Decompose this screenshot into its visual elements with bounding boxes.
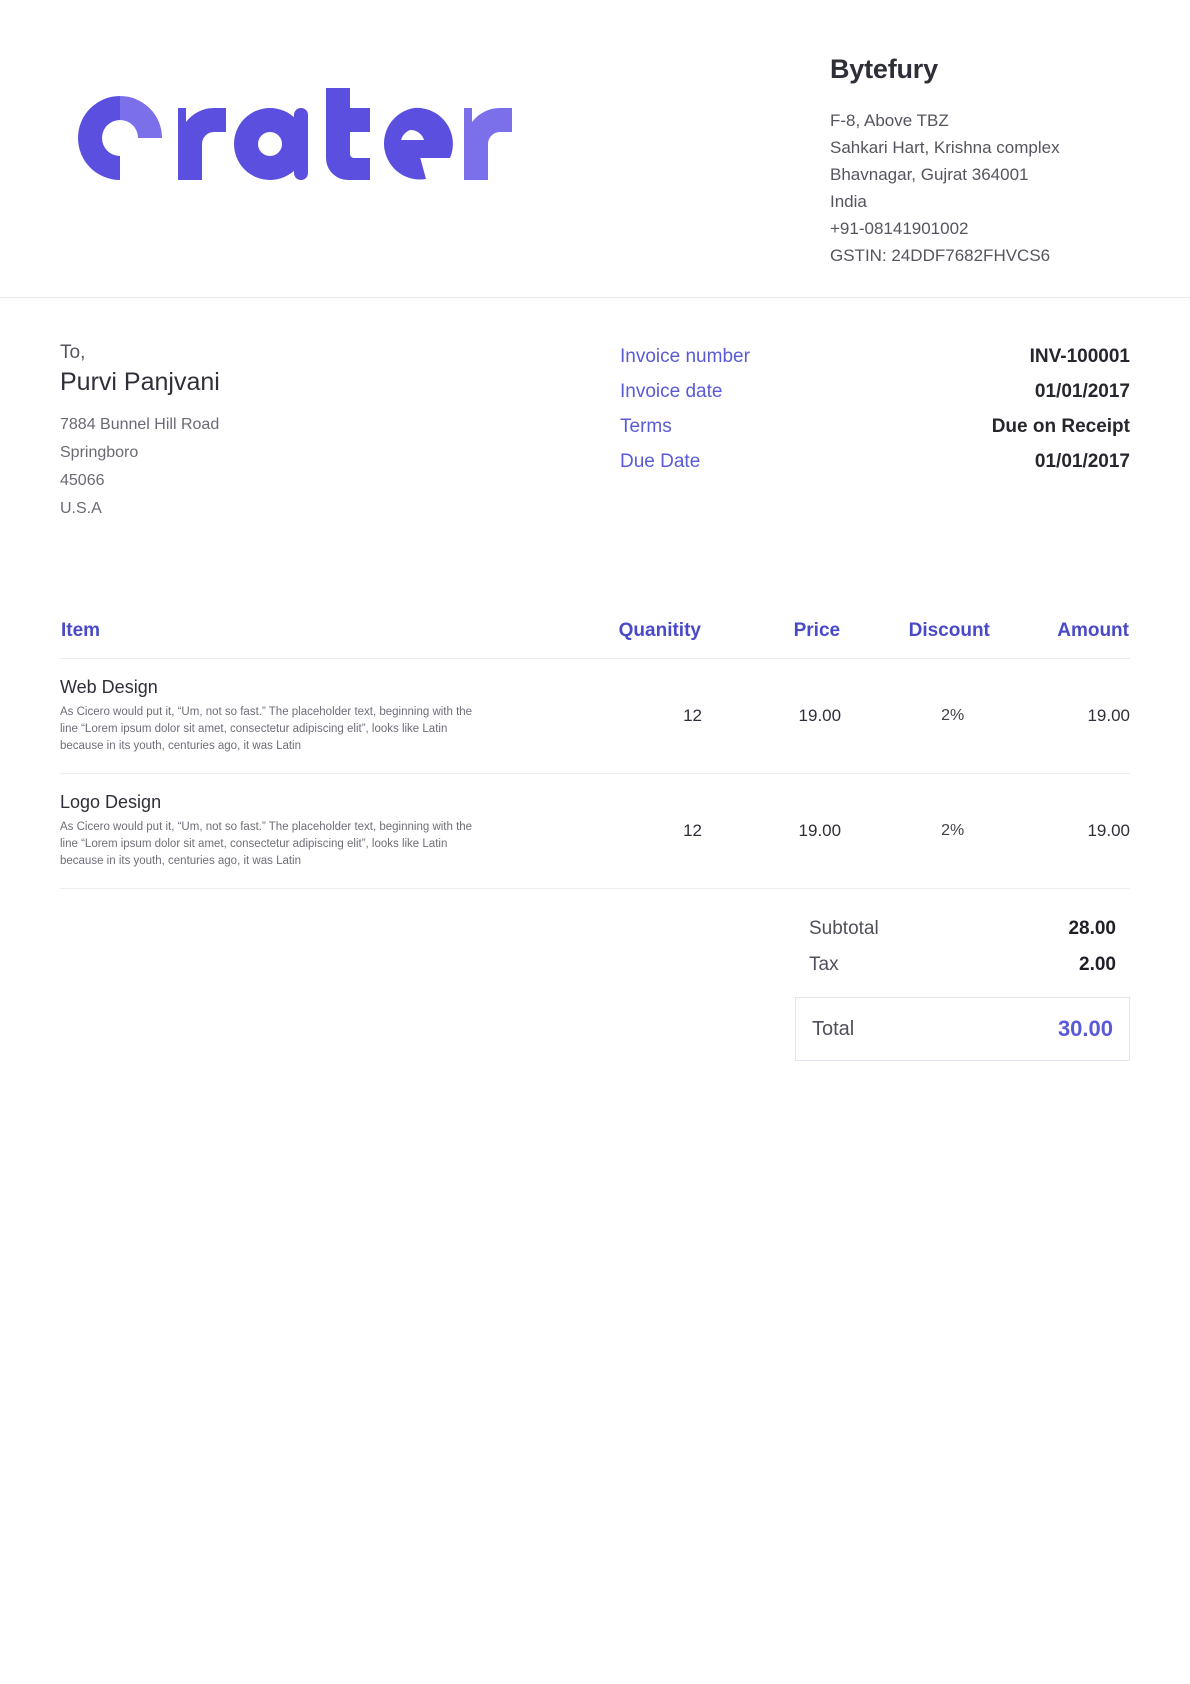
tax-label: Tax xyxy=(809,954,839,975)
company-address-line: F-8, Above TBZ xyxy=(830,111,949,130)
client-address-line: 7884 Bunnel Hill Road xyxy=(60,416,220,433)
meta-value: 01/01/2017 xyxy=(1034,381,1130,402)
company-name: Bytefury xyxy=(830,54,938,84)
meta-value: INV-100001 xyxy=(1029,346,1130,367)
item-description: As Cicero would put it, “Um, not so fast.” The placeholder text, beginning with the line “Lorem ipsum dolor sit amet, consectetur adipiscing elit”, looks like Latin because in its youth, centuries ago, it was Latin xyxy=(60,706,473,752)
item-price: 19.00 xyxy=(702,659,841,774)
meta-label: Invoice date xyxy=(620,381,723,402)
item-quantity: 12 xyxy=(552,659,702,774)
table-header-row xyxy=(60,619,1130,659)
company-address-line: Sahkari Hart, Krishna complex xyxy=(830,138,1060,157)
item-price: 19.00 xyxy=(702,774,841,889)
client-address-line: U.S.A xyxy=(60,500,102,517)
item-discount: 2% xyxy=(841,659,991,774)
client-name: Purvi Panjvani xyxy=(60,368,220,396)
column-header-amount: Amount xyxy=(1057,620,1129,641)
item-name: Logo Design xyxy=(60,792,162,812)
invoice-header xyxy=(0,0,1190,298)
client-address-line: 45066 xyxy=(60,472,105,489)
item-quantity: 12 xyxy=(552,774,702,889)
table-row xyxy=(60,659,1130,774)
subtotal-label: Subtotal xyxy=(809,918,879,939)
to-label: To, xyxy=(60,342,86,363)
bill-to-block xyxy=(60,342,620,523)
brand-logo xyxy=(60,40,514,188)
item-cell xyxy=(60,659,552,774)
grand-total-row xyxy=(795,997,1130,1061)
item-discount: 2% xyxy=(841,774,991,889)
item-name: Web Design xyxy=(60,677,158,697)
meta-value: Due on Receipt xyxy=(991,416,1130,437)
meta-row-due-date xyxy=(620,451,1130,473)
subtotal-value: 28.00 xyxy=(1068,918,1116,939)
line-items-table xyxy=(60,619,1130,889)
grand-total-value: 30.00 xyxy=(1057,1016,1113,1041)
column-header-price: Price xyxy=(793,620,841,641)
meta-label: Invoice number xyxy=(620,346,750,367)
item-amount: 19.00 xyxy=(991,774,1130,889)
table-row xyxy=(60,774,1130,889)
company-info xyxy=(830,40,1130,269)
totals-block xyxy=(795,911,1130,1061)
totals-section xyxy=(0,911,1190,1061)
invoice-meta xyxy=(620,342,1130,523)
line-items-section xyxy=(0,523,1190,889)
meta-row-invoice-number xyxy=(620,346,1130,368)
meta-row-invoice-date xyxy=(620,381,1130,403)
item-cell xyxy=(60,774,552,889)
company-gstin: GSTIN: 24DDF7682FHVCS6 xyxy=(830,246,1051,265)
subtotal-row xyxy=(795,911,1130,947)
tax-value: 2.00 xyxy=(1079,954,1116,975)
company-address-line: India xyxy=(830,192,867,211)
table-head xyxy=(60,619,1130,659)
item-amount: 19.00 xyxy=(991,659,1130,774)
meta-value: 01/01/2017 xyxy=(1034,451,1130,472)
column-header-item: Item xyxy=(61,620,101,641)
item-description: As Cicero would put it, “Um, not so fast.” The placeholder text, beginning with the line “Lorem ipsum dolor sit amet, consectetur adipiscing elit”, looks like Latin because in its youth, centuries ago, it was Latin xyxy=(60,821,473,867)
company-address-line: Bhavnagar, Gujrat 364001 xyxy=(830,165,1029,184)
meta-row-terms xyxy=(620,416,1130,438)
client-address-line: Springboro xyxy=(60,444,139,461)
meta-label: Terms xyxy=(620,416,672,437)
grand-total-label: Total xyxy=(812,1017,855,1040)
tax-row xyxy=(795,947,1130,983)
column-header-discount: Discount xyxy=(908,620,990,641)
invoice-info-row xyxy=(0,298,1190,523)
company-phone: +91-08141901002 xyxy=(830,219,969,238)
table-body xyxy=(60,659,1130,889)
column-header-quantity: Quanitity xyxy=(618,620,701,641)
meta-label: Due Date xyxy=(620,451,701,472)
crater-logo-icon xyxy=(74,88,514,188)
